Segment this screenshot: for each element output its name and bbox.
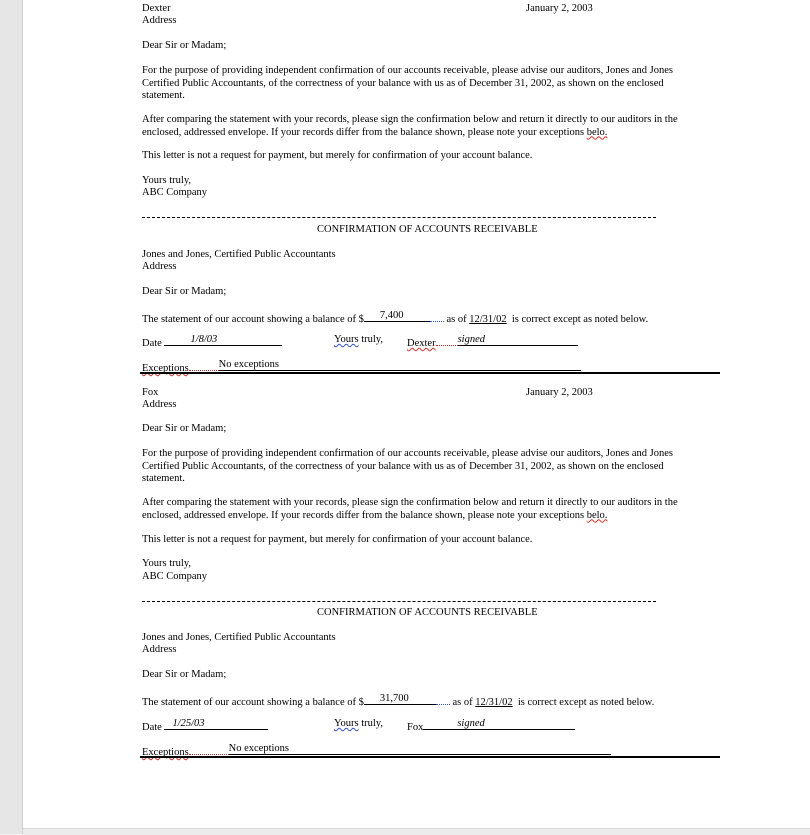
cut-line [142,217,656,218]
as-of-date: 12/31/02 [475,697,513,708]
confirmation-title: CONFIRMATION OF ACCOUNTS RECEIVABLE [317,224,538,235]
signature: signed [457,334,485,345]
exceptions-value: No exceptions [228,743,290,754]
signed-date: 1/25/03 [172,718,205,729]
balance-field[interactable] [364,310,430,322]
company-name: ABC Company [142,187,208,198]
salutation: Dear Sir or Madam; [142,423,227,434]
exceptions-field[interactable] [229,743,611,755]
yours-truly-row [334,334,383,347]
yours-truly-row [334,718,383,731]
signer-name: Fox [407,722,424,733]
balance-field[interactable] [364,693,436,705]
balance-value: 7,400 [379,310,404,321]
as-of-date: 12/31/02 [469,314,507,325]
company-name: ABC Company [142,571,208,582]
truly-label: truly, [361,718,384,729]
signature: signed [457,718,485,729]
letter-divider [140,372,720,374]
misspelled-word: belo. [586,126,608,138]
signer-row [407,334,578,351]
exceptions-dots [189,360,219,371]
left-gutter [0,0,23,834]
statement-prefix: The statement of our account showing a balance of $ [142,697,364,708]
paragraph-not-request: This letter is not a request for payment, but merely for confirmation of your account balance. [142,150,533,161]
date-label: Date [142,722,162,733]
as-of-label: as of [446,314,467,325]
salutation-confirmation: Dear Sir or Madam; [142,286,227,297]
paragraph-instructions [142,114,690,139]
balance-statement [142,693,654,710]
paragraph-purpose: For the purpose of providing independent confirmation of our accounts receivable, please advise our auditors, Jones and Jones Certified Public Accountants, of the correctness of your balance with us as of December 31, 2002, as shown on the enclosed statement. [142,65,673,101]
exceptions-value: No exceptions [218,359,280,370]
signer-dots [436,335,458,346]
paragraph-not-request: This letter is not a request for payment, but merely for confirmation of your account balance. [142,534,533,545]
grammar-mark [436,694,450,705]
letter-date: January 2, 2003 [526,3,593,14]
auditor-address: Address [142,261,177,272]
date-signature-row [142,718,268,735]
date-label: Date [142,338,162,349]
auditor-address: Address [142,644,177,655]
balance-statement [142,310,648,327]
signature-field[interactable] [458,334,578,346]
date-field[interactable] [164,334,282,346]
date-field[interactable] [164,718,268,730]
signed-date: 1/8/03 [190,334,218,345]
exceptions-field[interactable] [219,359,581,371]
confirmation-title: CONFIRMATION OF ACCOUNTS RECEIVABLE [317,607,538,618]
customer-address: Address [142,399,177,410]
signer-row [407,718,575,735]
exceptions-dots [189,744,229,755]
document-page[interactable] [23,0,810,828]
closing: Yours truly, [142,175,192,186]
closing: Yours truly, [142,558,192,569]
signer-name: Dexter [407,338,436,349]
paragraph-instructions [142,497,690,522]
yours-label: Yours [334,334,359,345]
auditor-name: Jones and Jones, Certified Public Accountants [142,632,336,643]
paragraph-purpose: For the purpose of providing independent confirmation of our accounts receivable, please advise our auditors, Jones and Jones Certified Public Accountants, of the correctness of your balance with us as of December 31, 2002, as shown on the enclosed statement. [142,448,673,484]
salutation: Dear Sir or Madam; [142,40,227,51]
statement-suffix: is correct except as noted below. [517,697,655,708]
instructions-text: After comparing the statement with your records, please sign the confirmation below and return it directly to our auditors in the enclosed, addressed envelope. If your records differ from the balance shown, please note your exceptions [142,114,678,138]
grammar-mark [430,311,444,322]
auditor-name: Jones and Jones, Certified Public Accountants [142,249,336,260]
as-of-label: as of [452,697,473,708]
customer-address: Address [142,15,177,26]
misspelled-word: belo. [586,509,608,521]
exceptions-label: Exceptions [142,747,189,758]
date-signature-row [142,334,282,351]
signature-field[interactable] [423,718,575,730]
cut-line [142,601,656,602]
instructions-text: After comparing the statement with your records, please sign the confirmation below and return it directly to our auditors in the enclosed, addressed envelope. If your records differ from the balance shown, please note your exceptions [142,497,678,521]
exceptions-label: Exceptions [142,363,189,374]
customer-name: Fox [142,387,159,398]
balance-value: 31,700 [379,693,409,704]
salutation-confirmation: Dear Sir or Madam; [142,669,227,680]
letter-date: January 2, 2003 [526,387,593,398]
statement-suffix: is correct except as noted below. [511,314,649,325]
letter-divider [140,756,720,758]
yours-label: Yours [334,718,359,729]
statement-prefix: The statement of our account showing a balance of $ [142,314,364,325]
customer-name: Dexter [142,3,171,14]
truly-label: truly, [361,334,384,345]
